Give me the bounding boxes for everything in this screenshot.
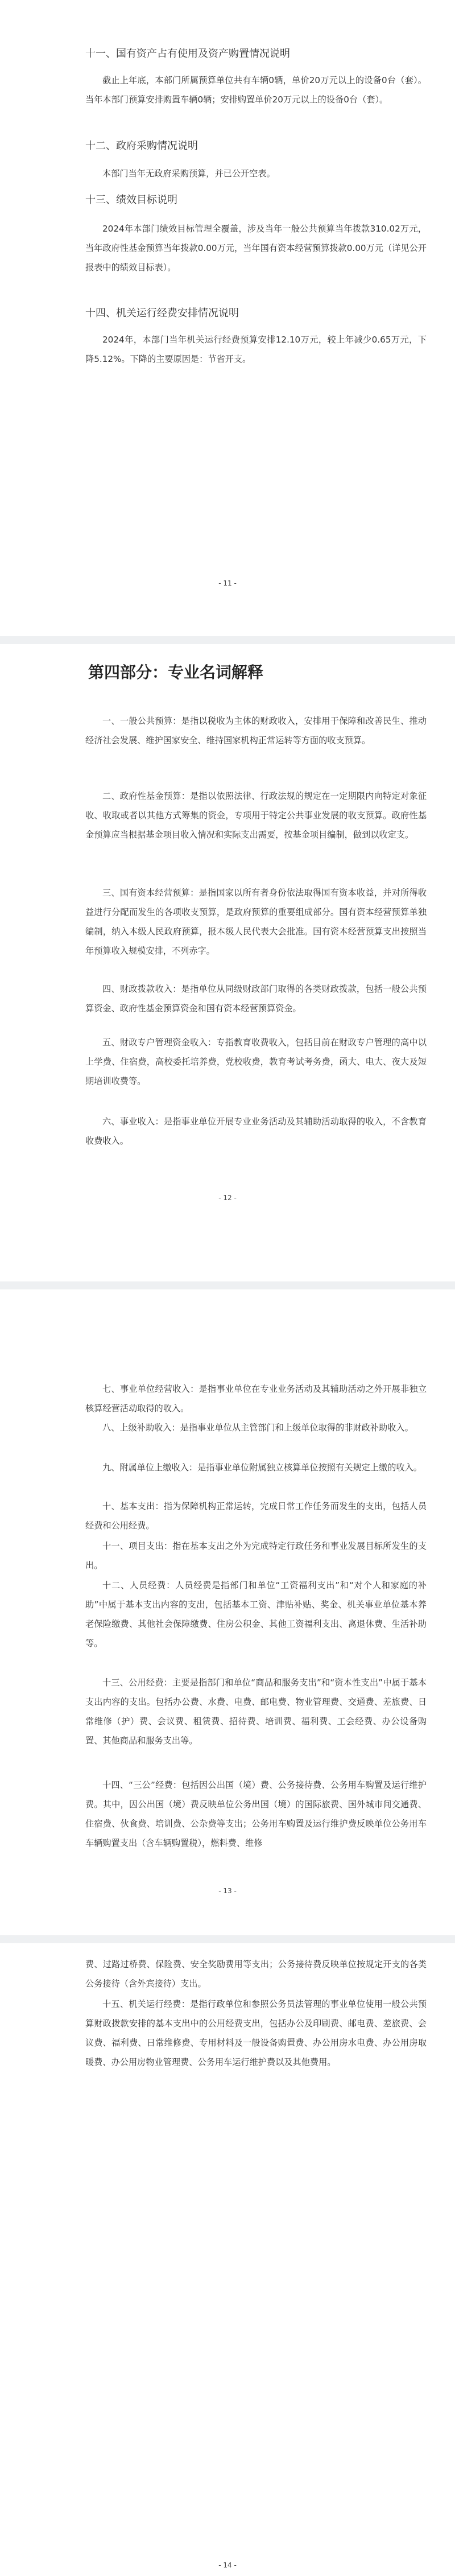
page-number: - 14 - [218, 2561, 237, 2569]
section-13-text: 2024年本部门绩效目标管理全覆盖，涉及当年一般公共预算当年拨款310.02万元，当年政府性基金预算当年拨款0.00万元，当年国有资本经营预算拨款0.00万元（详见公开报表中的绩效目标表）。 [85, 224, 427, 273]
term-item: 七、事业单位经营收入：是指事业单位在专业业务活动及其辅助活动之外开展非独立核算经营活动取得的收入。 [85, 1384, 427, 1413]
page-number: - 13 - [218, 1887, 237, 1895]
page-separator [0, 1281, 455, 1289]
page-13 [0, 1289, 455, 1935]
term-item: 八、上级补助收入：是指事业单位从主管部门和上级单位取得的非财政补助收入。 [102, 1423, 413, 1433]
term-item: 十四、“三公”经费：包括因公出国（境）费、公务接待费、公务用车购置及运行维护费。其中，因公出国（境）费反映单位公务出国（境）的国际旅费、国外城市间交通费、住宿费、伙食费、培训费、公杂费等支出；公务用车购置及运行维护费反映单位公务用车车辆购置支出（含车辆购置税），燃料费、维修 [85, 1780, 427, 1848]
section-11-title: 十一、国有资产占有使用及资产购置情况说明 [85, 48, 290, 60]
term-item: 十二、人员经费：人员经费是指部门和单位“工资福利支出”和“对个人和家庭的补助”中属于基本支出内容的支出，包括基本工资、津贴补贴、奖金、机关事业单位基本养老保险缴费、其他社会保障缴费、住房公积金、其他工资福利支出、离退休费、生活补助等。 [85, 1580, 427, 1648]
section-12-title: 十二、政府采购情况说明 [85, 140, 198, 152]
section-14-text: 2024年，本部门当年机关运行经费预算安排12.10万元，较上年减少0.65万元，下降5.12%。下降的主要原因是：节省开支。 [85, 335, 427, 364]
page-number: - 11 - [218, 579, 237, 587]
continuation-text: 费、过路过桥费、保险费、安全奖励费用等支出；公务接待费反映单位按规定开支的各类公务接待（含外宾接待）支出。 [85, 1959, 427, 1989]
term-item: 一、一般公共预算：是指以税收为主体的财政收入，安排用于保障和改善民生、推动经济社会发展、维护国家安全、维持国家机构正常运转等方面的收支预算。 [85, 716, 427, 745]
term-item: 九、附属单位上缴收入：是指事业单位附属独立核算单位按照有关规定上缴的收入。 [102, 1462, 422, 1473]
section-12-text: 本部门当年无政府采购预算，并已公开空表。 [102, 168, 275, 179]
page-12 [0, 644, 455, 1281]
term-item: 二、政府性基金预算：是指以依照法律、行政法规的规定在一定期限内向特定对象征收、收取或者以其他方式筹集的资金，专项用于特定公共事业发展的收支预算。政府性基金预算应当根据基金项目收入情况和实际支出需要，按基金项目编制，做到以收定支。 [85, 791, 427, 840]
page-14 [0, 1943, 455, 2576]
term-item: 四、财政拨款收入：是指单位从同级财政部门取得的各类财政拨款，包括一般公共预算资金、政府性基金预算资金和国有资本经营预算资金。 [85, 984, 427, 1013]
term-item: 五、财政专户管理资金收入：专指教育收费收入，包括目前在财政专户管理的高中以上学费、住宿费，高校委托培养费，党校收费，教育考试考务费，函大、电大、夜大及短期培训收费等。 [85, 1037, 427, 1086]
part-title: 第四部分：专业名词解释 [88, 663, 264, 682]
term-item: 十五、机关运行经费：是指行政单位和参照公务员法管理的事业单位使用一般公共预算财政拨款安排的基本支出中的公用经费支出，包括办公及印刷费、邮电费、差旅费、会议费、福利费、日常维修费、专用材料及一般设备购置费、办公用房水电费、办公用房取暖费、办公用房物业管理费、公务用车运行维护费以及其他费用。 [85, 1999, 427, 2067]
term-item: 十、基本支出：指为保障机构正常运转，完成日常工作任务而发生的支出，包括人员经费和公用经费。 [85, 1501, 427, 1531]
page-separator [0, 636, 455, 644]
page-11 [0, 0, 455, 643]
page-number: - 12 - [218, 1194, 237, 1202]
section-14-title: 十四、机关运行经费安排情况说明 [85, 307, 239, 319]
term-item: 十三、公用经费：主要是指部门和单位“商品和服务支出”和“资本性支出”中属于基本支出内容的支出。包括办公费、水费、电费、邮电费、物业管理费、交通费、差旅费、日常维修（护）费、会议费、租赁费、招待费、培训费、福利费、工会经费、办公设备购置、其他商品和服务支出等。 [85, 1678, 427, 1746]
term-item: 六、事业收入：是指事业单位开展专业业务活动及其辅助活动取得的收入，不含教育收费收入。 [85, 1116, 427, 1146]
section-13-title: 十三、绩效目标说明 [85, 194, 177, 206]
term-item: 十一、项目支出：指在基本支出之外为完成特定行政任务和事业发展目标所发生的支出。 [85, 1541, 427, 1571]
page-separator [0, 1935, 455, 1943]
section-11-text: 截止上年底，本部门所属预算单位共有车辆0辆，单价20万元以上的设备0台（套）。当年本部门预算安排购置车辆0辆；安排购置单价20万元以上的设备0台（套）。 [85, 75, 427, 105]
term-item: 三、国有资本经营预算：是指国家以所有者身份依法取得国有资本收益，并对所得收益进行分配而发生的各项收支预算，是政府预算的重要组成部分。国有资本经营预算单独编制，纳入本级人民政府预算，报本级人民代表大会批准。国有资本经营预算支出按照当年预算收入规模安排，不列赤字。 [85, 888, 427, 956]
